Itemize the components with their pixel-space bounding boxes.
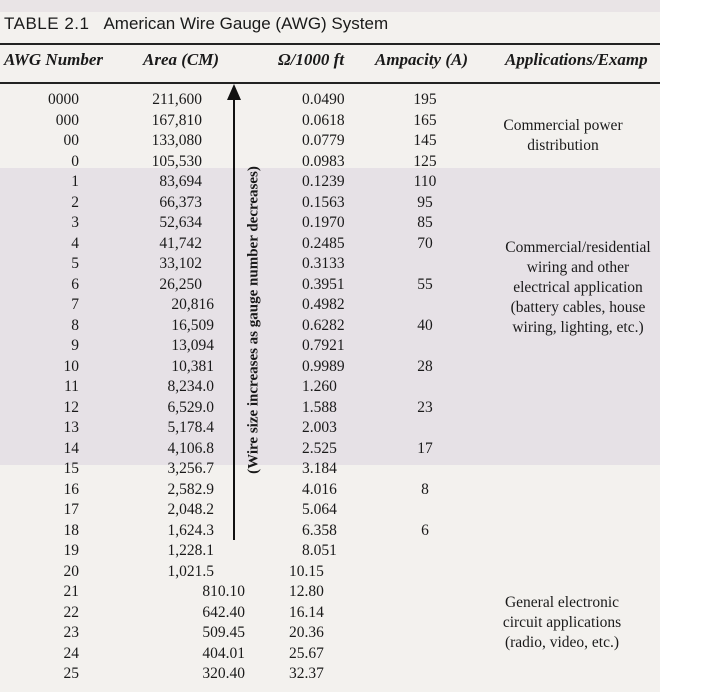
page-top-strip — [0, 0, 660, 12]
cell-resistance: 0.1563 — [302, 193, 345, 211]
cell-resistance: 0.9989 — [302, 357, 345, 375]
cell-awg: 00 — [63, 132, 79, 149]
cell-area: 8,234.0 — [167, 378, 214, 395]
cell-resistance: 16.14 — [289, 603, 324, 621]
cell-area: 4,106.8 — [167, 439, 214, 457]
cell-ampacity: 195 — [413, 91, 437, 108]
cell-ampacity: 95 — [417, 193, 433, 211]
cell-resistance: 0.1970 — [302, 214, 345, 231]
cell-awg: 000 — [55, 111, 79, 129]
cell-awg: 10 — [63, 357, 79, 375]
cell-area: 16,509 — [171, 316, 214, 334]
header-awg-number: AWG Number — [4, 50, 104, 69]
application-line: Commercial/residential — [505, 239, 651, 256]
cell-area: 6,529.0 — [167, 398, 214, 416]
cell-ampacity: 40 — [417, 316, 433, 334]
cell-area: 320.40 — [202, 665, 245, 682]
application-line: General electronic — [504, 594, 620, 611]
cell-ampacity: 165 — [413, 111, 437, 129]
cell-resistance: 2.003 — [302, 419, 337, 436]
cell-resistance: 0.4982 — [302, 296, 345, 313]
cell-area: 5,178.4 — [167, 419, 214, 436]
cell-ampacity: 28 — [417, 357, 433, 375]
cell-resistance: 1.260 — [302, 378, 337, 395]
cell-area: 10,381 — [171, 357, 214, 375]
table-number: TABLE 2.1 — [4, 14, 90, 33]
cell-awg: 24 — [63, 644, 79, 662]
cell-awg: 2 — [71, 193, 79, 211]
cell-resistance: 8.051 — [302, 542, 337, 559]
cell-awg: 18 — [63, 521, 79, 539]
cell-area: 3,256.7 — [167, 460, 214, 477]
arrow-up-icon — [227, 84, 241, 100]
cell-resistance: 25.67 — [289, 644, 324, 662]
cell-awg: 16 — [63, 480, 79, 498]
cell-resistance: 0.2485 — [302, 234, 345, 252]
cell-ampacity: 23 — [417, 398, 433, 416]
cell-awg: 0 — [71, 152, 79, 170]
cell-area: 2,582.9 — [167, 480, 214, 498]
page-margin — [660, 0, 702, 692]
arrow-label: (Wire size increases as gauge number decreases) — [245, 166, 262, 474]
cell-area: 211,600 — [152, 91, 202, 108]
cell-area: 1,624.3 — [167, 521, 214, 539]
cell-awg: 11 — [64, 378, 79, 395]
header-applications: Applications/Examp — [505, 50, 648, 69]
cell-awg: 12 — [63, 398, 79, 416]
arrow-shaft — [233, 94, 235, 540]
cell-awg: 20 — [63, 562, 79, 580]
cell-resistance: 5.064 — [302, 501, 337, 518]
cell-awg: 23 — [63, 624, 79, 641]
cell-awg: 7 — [71, 296, 79, 313]
cell-ampacity: 6 — [421, 521, 429, 539]
cell-awg: 0000 — [48, 91, 79, 108]
cell-resistance: 0.7921 — [302, 337, 345, 354]
cell-area: 1,021.5 — [167, 562, 214, 580]
cell-area: 83,694 — [159, 173, 202, 190]
cell-resistance: 0.0618 — [302, 111, 345, 129]
top-rule — [0, 43, 660, 45]
table-title-text: American Wire Gauge (AWG) System — [103, 14, 389, 33]
cell-awg: 4 — [71, 234, 79, 252]
cell-area: 810.10 — [202, 583, 245, 600]
cell-awg: 19 — [63, 542, 79, 559]
cell-area: 404.01 — [202, 644, 245, 662]
cell-awg: 1 — [71, 173, 79, 190]
cell-resistance: 10.15 — [289, 562, 324, 580]
cell-resistance: 0.3133 — [302, 255, 345, 272]
cell-awg: 6 — [71, 275, 79, 293]
cell-resistance: 1.588 — [302, 398, 337, 416]
cell-ampacity: 145 — [413, 132, 437, 149]
cell-area: 20,816 — [171, 296, 214, 313]
application-line: wiring and other — [526, 259, 630, 276]
applications-electronic — [492, 593, 632, 653]
application-line: (battery cables, house — [510, 299, 646, 316]
application-line: wiring, lighting, etc.) — [512, 319, 644, 336]
header-rule — [0, 82, 660, 84]
cell-ampacity: 70 — [417, 234, 433, 252]
cell-ampacity: 17 — [417, 439, 433, 457]
cell-awg: 13 — [63, 419, 79, 436]
cell-area: 1,228.1 — [167, 542, 214, 559]
cell-awg: 14 — [63, 439, 79, 457]
cell-resistance: 32.37 — [289, 665, 324, 682]
cell-ampacity: 55 — [417, 275, 433, 293]
cell-area: 13,094 — [171, 337, 214, 354]
cell-area: 642.40 — [202, 603, 245, 621]
cell-resistance: 4.016 — [302, 480, 337, 498]
cell-area: 167,810 — [151, 111, 202, 129]
cell-awg: 3 — [71, 214, 79, 231]
cell-awg: 25 — [63, 665, 79, 682]
cell-area: 33,102 — [159, 255, 202, 272]
cell-ampacity: 85 — [417, 214, 433, 231]
cell-ampacity: 110 — [413, 173, 437, 190]
cell-area: 66,373 — [159, 193, 202, 211]
cell-awg: 21 — [63, 583, 79, 600]
cell-area: 52,634 — [159, 214, 202, 231]
cell-area: 2,048.2 — [167, 501, 214, 518]
cell-resistance: 0.0983 — [302, 152, 345, 170]
application-line: distribution — [527, 137, 599, 154]
cell-area: 105,530 — [151, 152, 202, 170]
cell-awg: 8 — [71, 316, 79, 334]
application-line: electrical application — [513, 279, 643, 296]
cell-resistance: 2.525 — [302, 439, 337, 457]
cell-ampacity: 8 — [421, 480, 429, 498]
applications-power — [498, 116, 628, 156]
cell-resistance: 0.0490 — [302, 91, 345, 108]
cell-area: 26,250 — [159, 275, 202, 293]
cell-awg: 22 — [63, 603, 79, 621]
table-title — [4, 14, 388, 34]
cell-awg: 5 — [71, 255, 79, 272]
cell-resistance: 0.1239 — [302, 173, 345, 190]
header-ampacity: Ampacity (A) — [375, 50, 469, 69]
cell-awg: 15 — [63, 460, 79, 477]
cell-awg: 17 — [63, 501, 79, 518]
application-line: Commercial power — [503, 117, 623, 134]
applications-residential — [496, 238, 660, 338]
cell-resistance: 12.80 — [289, 583, 324, 600]
header-resistance: Ω/1000 ft — [278, 50, 345, 69]
application-line: (radio, video, etc.) — [504, 634, 620, 651]
cell-area: 41,742 — [159, 234, 202, 252]
cell-ampacity: 125 — [413, 152, 437, 170]
cell-resistance: 0.3951 — [302, 275, 345, 293]
cell-resistance: 0.6282 — [302, 316, 345, 334]
cell-resistance: 20.36 — [289, 624, 324, 641]
cell-resistance: 6.358 — [302, 521, 337, 539]
cell-resistance: 3.184 — [302, 460, 337, 477]
cell-area: 509.45 — [202, 624, 245, 641]
cell-resistance: 0.0779 — [302, 132, 345, 149]
application-line: circuit applications — [502, 614, 622, 631]
cell-awg: 9 — [71, 337, 79, 354]
header-area: Area (CM) — [143, 50, 220, 69]
cell-area: 133,080 — [151, 132, 202, 149]
